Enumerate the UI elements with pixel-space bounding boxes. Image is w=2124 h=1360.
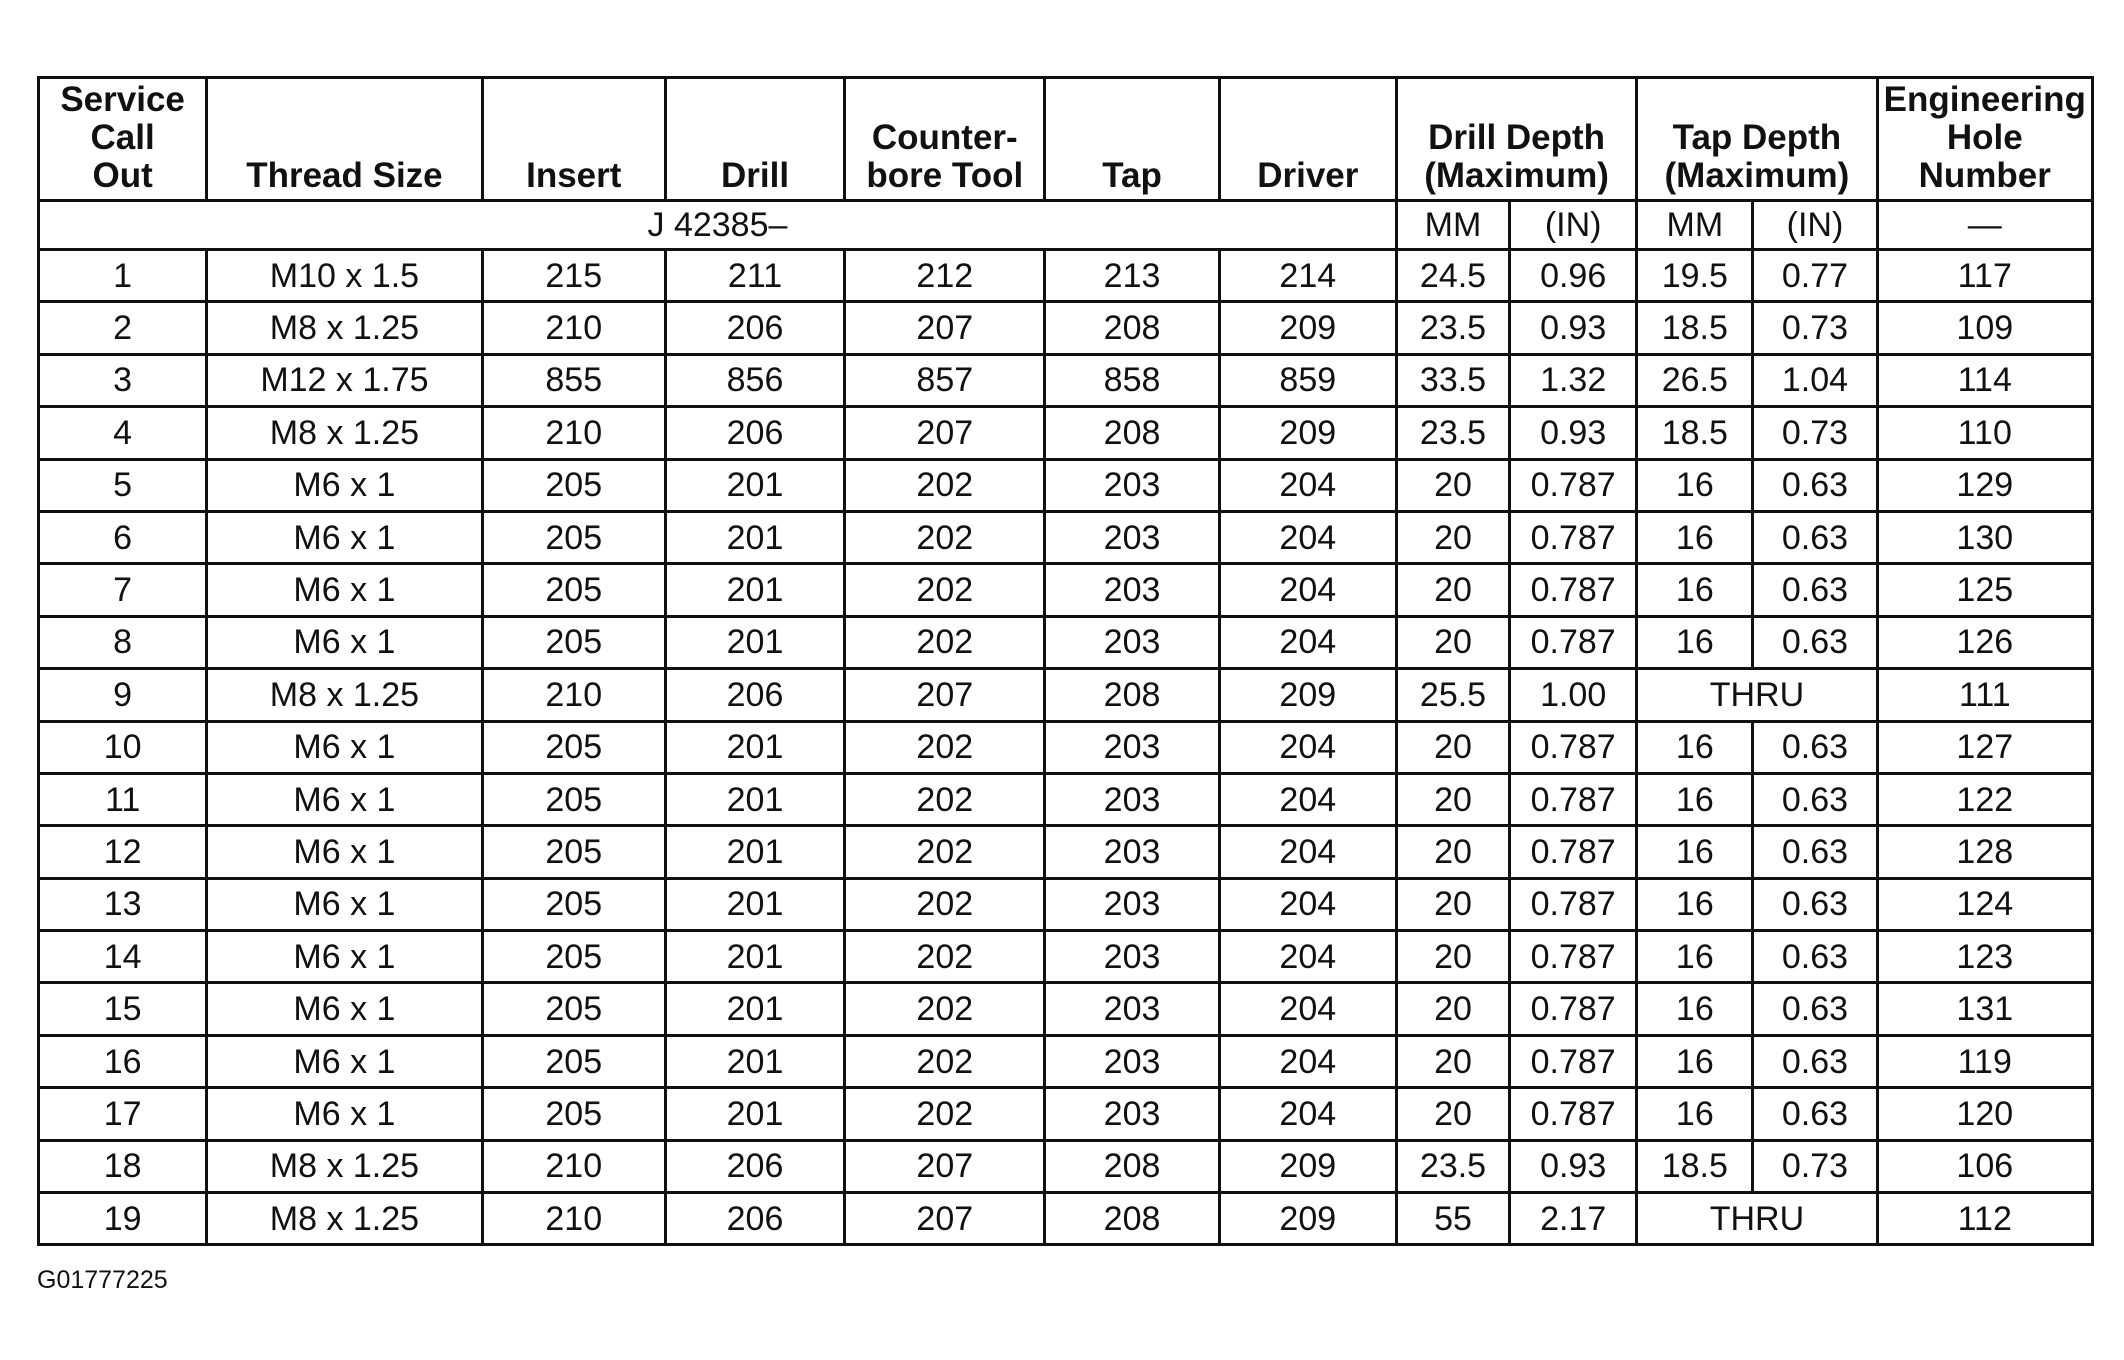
cell-driver: 204 xyxy=(1219,564,1396,616)
cell-drill: 201 xyxy=(665,878,844,930)
cell-service-call-out: 4 xyxy=(39,407,207,459)
cell-tap-depth-in: 0.63 xyxy=(1753,511,1877,563)
cell-drill-depth-in: 0.787 xyxy=(1510,983,1637,1035)
header-counterbore-tool: Counter- bore Tool xyxy=(845,78,1045,201)
cell-thread-size: M8 x 1.25 xyxy=(207,407,482,459)
cell-drill-depth-in: 1.32 xyxy=(1510,354,1637,406)
cell-tap-depth-in: 0.63 xyxy=(1753,459,1877,511)
cell-tap-depth-mm: 16 xyxy=(1637,616,1753,668)
cell-tap-depth-mm: 16 xyxy=(1637,511,1753,563)
cell-drill-depth-mm: 55 xyxy=(1396,1193,1509,1245)
cell-drill-depth-mm: 20 xyxy=(1396,878,1509,930)
cell-insert: 205 xyxy=(482,773,665,825)
subheader-row xyxy=(39,201,2093,250)
cell-thread-size: M6 x 1 xyxy=(207,721,482,773)
cell-drill-depth-mm: 20 xyxy=(1396,511,1509,563)
cell-tap-depth-in: 0.73 xyxy=(1753,302,1877,354)
cell-engineering-hole-number: 117 xyxy=(1877,250,2092,302)
cell-engineering-hole-number: 126 xyxy=(1877,616,2092,668)
cell-insert: 205 xyxy=(482,564,665,616)
cell-thread-size: M6 x 1 xyxy=(207,773,482,825)
cell-engineering-hole-number: 110 xyxy=(1877,407,2092,459)
cell-thread-size: M12 x 1.75 xyxy=(207,354,482,406)
cell-tap-depth-mm: 18.5 xyxy=(1637,302,1753,354)
cell-insert: 205 xyxy=(482,459,665,511)
table-row xyxy=(39,1088,2093,1140)
cell-engineering-hole-number: 122 xyxy=(1877,773,2092,825)
cell-tap-depth-in: 0.63 xyxy=(1753,1035,1877,1087)
cell-counterbore-tool: 207 xyxy=(845,407,1045,459)
cell-tap-depth-thru: THRU xyxy=(1637,1193,1877,1245)
table-row xyxy=(39,1140,2093,1192)
cell-drill: 201 xyxy=(665,511,844,563)
cell-insert: 210 xyxy=(482,407,665,459)
cell-service-call-out: 7 xyxy=(39,564,207,616)
table-row xyxy=(39,721,2093,773)
cell-service-call-out: 6 xyxy=(39,511,207,563)
subheader-drill-in: (IN) xyxy=(1510,201,1637,250)
cell-drill-depth-in: 0.787 xyxy=(1510,459,1637,511)
cell-tap-depth-mm: 16 xyxy=(1637,1088,1753,1140)
cell-tap-depth-in: 0.63 xyxy=(1753,721,1877,773)
cell-counterbore-tool: 207 xyxy=(845,1140,1045,1192)
cell-drill-depth-in: 1.00 xyxy=(1510,669,1637,721)
cell-counterbore-tool: 207 xyxy=(845,1193,1045,1245)
cell-engineering-hole-number: 131 xyxy=(1877,983,2092,1035)
cell-tap-depth-in: 0.63 xyxy=(1753,878,1877,930)
cell-driver: 204 xyxy=(1219,459,1396,511)
cell-drill-depth-mm: 23.5 xyxy=(1396,302,1509,354)
table-row xyxy=(39,773,2093,825)
cell-driver: 209 xyxy=(1219,407,1396,459)
cell-drill: 206 xyxy=(665,407,844,459)
cell-tap-depth-mm: 16 xyxy=(1637,459,1753,511)
cell-engineering-hole-number: 119 xyxy=(1877,1035,2092,1087)
cell-tap: 203 xyxy=(1045,773,1219,825)
cell-drill-depth-mm: 20 xyxy=(1396,1035,1509,1087)
cell-insert: 205 xyxy=(482,1035,665,1087)
cell-service-call-out: 18 xyxy=(39,1140,207,1192)
header-drill-depth: Drill Depth (Maximum) xyxy=(1396,78,1636,201)
cell-tap-depth-mm: 16 xyxy=(1637,773,1753,825)
cell-service-call-out: 13 xyxy=(39,878,207,930)
cell-drill-depth-in: 0.787 xyxy=(1510,564,1637,616)
table-row xyxy=(39,669,2093,721)
cell-drill-depth-mm: 20 xyxy=(1396,564,1509,616)
cell-tap-depth-mm: 16 xyxy=(1637,878,1753,930)
cell-thread-size: M6 x 1 xyxy=(207,459,482,511)
cell-tap: 203 xyxy=(1045,1088,1219,1140)
cell-insert: 205 xyxy=(482,1088,665,1140)
cell-drill-depth-mm: 20 xyxy=(1396,1088,1509,1140)
cell-thread-size: M6 x 1 xyxy=(207,826,482,878)
cell-service-call-out: 8 xyxy=(39,616,207,668)
cell-drill-depth-mm: 20 xyxy=(1396,983,1509,1035)
cell-service-call-out: 12 xyxy=(39,826,207,878)
cell-drill-depth-in: 0.787 xyxy=(1510,511,1637,563)
cell-tap: 208 xyxy=(1045,669,1219,721)
header-tap-depth: Tap Depth (Maximum) xyxy=(1637,78,1877,201)
cell-drill: 201 xyxy=(665,1088,844,1140)
cell-service-call-out: 5 xyxy=(39,459,207,511)
cell-insert: 205 xyxy=(482,931,665,983)
cell-counterbore-tool: 202 xyxy=(845,459,1045,511)
cell-tap-depth-in: 0.63 xyxy=(1753,564,1877,616)
cell-drill-depth-mm: 33.5 xyxy=(1396,354,1509,406)
cell-drill-depth-mm: 20 xyxy=(1396,459,1509,511)
table-body xyxy=(39,250,2093,1245)
cell-drill: 206 xyxy=(665,669,844,721)
table-row xyxy=(39,459,2093,511)
cell-tap: 208 xyxy=(1045,407,1219,459)
cell-tap: 203 xyxy=(1045,511,1219,563)
cell-tap-depth-in: 0.63 xyxy=(1753,773,1877,825)
table-row xyxy=(39,983,2093,1035)
table-row xyxy=(39,511,2093,563)
cell-drill-depth-mm: 20 xyxy=(1396,826,1509,878)
cell-counterbore-tool: 202 xyxy=(845,878,1045,930)
cell-service-call-out: 9 xyxy=(39,669,207,721)
cell-drill-depth-in: 0.93 xyxy=(1510,302,1637,354)
cell-drill: 201 xyxy=(665,459,844,511)
cell-counterbore-tool: 202 xyxy=(845,983,1045,1035)
cell-tap-depth-mm: 16 xyxy=(1637,1035,1753,1087)
cell-driver: 204 xyxy=(1219,983,1396,1035)
cell-tap-depth-in: 1.04 xyxy=(1753,354,1877,406)
header-row xyxy=(39,78,2093,201)
cell-driver: 859 xyxy=(1219,354,1396,406)
cell-tap: 203 xyxy=(1045,983,1219,1035)
subheader-tap-mm: MM xyxy=(1637,201,1753,250)
table-row xyxy=(39,302,2093,354)
tool-prefix: J 42385– xyxy=(39,201,1397,250)
cell-service-call-out: 1 xyxy=(39,250,207,302)
cell-counterbore-tool: 202 xyxy=(845,1035,1045,1087)
cell-thread-size: M6 x 1 xyxy=(207,564,482,616)
cell-service-call-out: 19 xyxy=(39,1193,207,1245)
cell-thread-size: M6 x 1 xyxy=(207,1035,482,1087)
cell-service-call-out: 15 xyxy=(39,983,207,1035)
cell-drill-depth-mm: 20 xyxy=(1396,721,1509,773)
table-row xyxy=(39,1035,2093,1087)
cell-thread-size: M6 x 1 xyxy=(207,931,482,983)
cell-tap-depth-in: 0.77 xyxy=(1753,250,1877,302)
cell-insert: 205 xyxy=(482,616,665,668)
cell-tap-depth-mm: 18.5 xyxy=(1637,1140,1753,1192)
subheader-eng-hole: — xyxy=(1877,201,2092,250)
cell-service-call-out: 3 xyxy=(39,354,207,406)
cell-tap: 203 xyxy=(1045,721,1219,773)
cell-insert: 205 xyxy=(482,878,665,930)
cell-driver: 204 xyxy=(1219,931,1396,983)
table-row xyxy=(39,1193,2093,1245)
cell-tap: 208 xyxy=(1045,302,1219,354)
cell-driver: 204 xyxy=(1219,878,1396,930)
cell-drill-depth-in: 0.93 xyxy=(1510,407,1637,459)
cell-drill-depth-mm: 20 xyxy=(1396,616,1509,668)
cell-drill-depth-in: 0.93 xyxy=(1510,1140,1637,1192)
cell-engineering-hole-number: 114 xyxy=(1877,354,2092,406)
cell-insert: 205 xyxy=(482,826,665,878)
cell-tap-depth-mm: 26.5 xyxy=(1637,354,1753,406)
table-row xyxy=(39,354,2093,406)
cell-insert: 855 xyxy=(482,354,665,406)
header-driver: Driver xyxy=(1219,78,1396,201)
cell-tap-depth-in: 0.63 xyxy=(1753,1088,1877,1140)
cell-engineering-hole-number: 127 xyxy=(1877,721,2092,773)
cell-thread-size: M6 x 1 xyxy=(207,878,482,930)
cell-counterbore-tool: 202 xyxy=(845,931,1045,983)
table-row xyxy=(39,616,2093,668)
cell-tap: 203 xyxy=(1045,931,1219,983)
cell-thread-size: M10 x 1.5 xyxy=(207,250,482,302)
header-service-call-out: Service Call Out xyxy=(39,78,207,201)
cell-thread-size: M6 x 1 xyxy=(207,616,482,668)
cell-driver: 204 xyxy=(1219,826,1396,878)
cell-driver: 204 xyxy=(1219,616,1396,668)
cell-tap-depth-in: 0.73 xyxy=(1753,407,1877,459)
cell-driver: 209 xyxy=(1219,302,1396,354)
cell-drill: 206 xyxy=(665,1140,844,1192)
cell-drill-depth-mm: 23.5 xyxy=(1396,407,1509,459)
cell-service-call-out: 14 xyxy=(39,931,207,983)
cell-counterbore-tool: 212 xyxy=(845,250,1045,302)
cell-drill: 201 xyxy=(665,564,844,616)
cell-drill: 211 xyxy=(665,250,844,302)
cell-drill-depth-mm: 20 xyxy=(1396,773,1509,825)
cell-engineering-hole-number: 129 xyxy=(1877,459,2092,511)
cell-counterbore-tool: 207 xyxy=(845,302,1045,354)
cell-thread-size: M8 x 1.25 xyxy=(207,1140,482,1192)
cell-driver: 209 xyxy=(1219,1140,1396,1192)
cell-engineering-hole-number: 109 xyxy=(1877,302,2092,354)
cell-tap-depth-in: 0.63 xyxy=(1753,983,1877,1035)
cell-drill-depth-mm: 20 xyxy=(1396,931,1509,983)
cell-drill-depth-mm: 25.5 xyxy=(1396,669,1509,721)
table-row xyxy=(39,250,2093,302)
cell-driver: 204 xyxy=(1219,511,1396,563)
cell-service-call-out: 11 xyxy=(39,773,207,825)
cell-insert: 205 xyxy=(482,721,665,773)
cell-tap-depth-in: 0.63 xyxy=(1753,826,1877,878)
cell-drill-depth-in: 2.17 xyxy=(1510,1193,1637,1245)
cell-tap-depth-mm: 19.5 xyxy=(1637,250,1753,302)
cell-driver: 204 xyxy=(1219,1088,1396,1140)
cell-tap: 208 xyxy=(1045,1193,1219,1245)
cell-engineering-hole-number: 123 xyxy=(1877,931,2092,983)
cell-tap: 203 xyxy=(1045,878,1219,930)
cell-drill-depth-in: 0.787 xyxy=(1510,773,1637,825)
cell-tap: 208 xyxy=(1045,1140,1219,1192)
header-thread-size: Thread Size xyxy=(207,78,482,201)
header-tap: Tap xyxy=(1045,78,1219,201)
cell-insert: 210 xyxy=(482,669,665,721)
cell-engineering-hole-number: 112 xyxy=(1877,1193,2092,1245)
cell-drill: 206 xyxy=(665,302,844,354)
cell-engineering-hole-number: 120 xyxy=(1877,1088,2092,1140)
cell-service-call-out: 17 xyxy=(39,1088,207,1140)
header-insert: Insert xyxy=(482,78,665,201)
cell-service-call-out: 10 xyxy=(39,721,207,773)
cell-engineering-hole-number: 111 xyxy=(1877,669,2092,721)
cell-tap-depth-thru: THRU xyxy=(1637,669,1877,721)
cell-drill: 201 xyxy=(665,721,844,773)
cell-counterbore-tool: 202 xyxy=(845,773,1045,825)
cell-drill-depth-in: 0.787 xyxy=(1510,931,1637,983)
cell-drill: 201 xyxy=(665,773,844,825)
cell-drill-depth-in: 0.787 xyxy=(1510,1088,1637,1140)
cell-drill-depth-mm: 23.5 xyxy=(1396,1140,1509,1192)
cell-insert: 210 xyxy=(482,1140,665,1192)
cell-tap: 203 xyxy=(1045,459,1219,511)
cell-engineering-hole-number: 128 xyxy=(1877,826,2092,878)
cell-drill: 201 xyxy=(665,983,844,1035)
cell-counterbore-tool: 202 xyxy=(845,564,1045,616)
cell-driver: 204 xyxy=(1219,721,1396,773)
cell-tap-depth-mm: 16 xyxy=(1637,983,1753,1035)
cell-engineering-hole-number: 106 xyxy=(1877,1140,2092,1192)
table-row xyxy=(39,407,2093,459)
cell-tap-depth-in: 0.73 xyxy=(1753,1140,1877,1192)
cell-driver: 209 xyxy=(1219,669,1396,721)
cell-drill: 201 xyxy=(665,931,844,983)
cell-tap: 203 xyxy=(1045,826,1219,878)
cell-engineering-hole-number: 125 xyxy=(1877,564,2092,616)
thread-repair-spec-table xyxy=(37,76,2094,1246)
cell-drill-depth-in: 0.787 xyxy=(1510,1035,1637,1087)
cell-insert: 205 xyxy=(482,983,665,1035)
cell-drill-depth-in: 0.787 xyxy=(1510,616,1637,668)
cell-counterbore-tool: 202 xyxy=(845,616,1045,668)
cell-tap: 858 xyxy=(1045,354,1219,406)
cell-tap-depth-in: 0.63 xyxy=(1753,616,1877,668)
cell-insert: 210 xyxy=(482,302,665,354)
cell-drill-depth-mm: 24.5 xyxy=(1396,250,1509,302)
cell-driver: 204 xyxy=(1219,1035,1396,1087)
subheader-drill-mm: MM xyxy=(1396,201,1509,250)
cell-thread-size: M6 x 1 xyxy=(207,983,482,1035)
header-drill: Drill xyxy=(665,78,844,201)
cell-thread-size: M6 x 1 xyxy=(207,1088,482,1140)
subheader-tap-in: (IN) xyxy=(1753,201,1877,250)
cell-thread-size: M8 x 1.25 xyxy=(207,302,482,354)
cell-counterbore-tool: 202 xyxy=(845,511,1045,563)
cell-tap-depth-mm: 16 xyxy=(1637,721,1753,773)
cell-tap: 213 xyxy=(1045,250,1219,302)
cell-drill-depth-in: 0.96 xyxy=(1510,250,1637,302)
cell-thread-size: M8 x 1.25 xyxy=(207,669,482,721)
cell-insert: 210 xyxy=(482,1193,665,1245)
cell-engineering-hole-number: 124 xyxy=(1877,878,2092,930)
cell-tap-depth-mm: 16 xyxy=(1637,564,1753,616)
cell-engineering-hole-number: 130 xyxy=(1877,511,2092,563)
cell-counterbore-tool: 202 xyxy=(845,1088,1045,1140)
cell-insert: 205 xyxy=(482,511,665,563)
cell-drill: 856 xyxy=(665,354,844,406)
cell-driver: 204 xyxy=(1219,773,1396,825)
cell-tap: 203 xyxy=(1045,616,1219,668)
cell-drill: 201 xyxy=(665,826,844,878)
cell-insert: 215 xyxy=(482,250,665,302)
cell-thread-size: M6 x 1 xyxy=(207,511,482,563)
cell-counterbore-tool: 202 xyxy=(845,826,1045,878)
cell-tap-depth-mm: 16 xyxy=(1637,931,1753,983)
table-row xyxy=(39,931,2093,983)
cell-drill: 201 xyxy=(665,1035,844,1087)
cell-counterbore-tool: 207 xyxy=(845,669,1045,721)
cell-driver: 209 xyxy=(1219,1193,1396,1245)
cell-drill-depth-in: 0.787 xyxy=(1510,878,1637,930)
cell-service-call-out: 16 xyxy=(39,1035,207,1087)
table-row xyxy=(39,564,2093,616)
cell-service-call-out: 2 xyxy=(39,302,207,354)
cell-driver: 214 xyxy=(1219,250,1396,302)
header-engineering-hole-number: Engineering Hole Number xyxy=(1877,78,2092,201)
cell-thread-size: M8 x 1.25 xyxy=(207,1193,482,1245)
table-row xyxy=(39,878,2093,930)
cell-drill-depth-in: 0.787 xyxy=(1510,721,1637,773)
cell-drill: 201 xyxy=(665,616,844,668)
cell-tap-depth-mm: 16 xyxy=(1637,826,1753,878)
cell-counterbore-tool: 857 xyxy=(845,354,1045,406)
cell-tap: 203 xyxy=(1045,1035,1219,1087)
figure-id: G01777225 xyxy=(37,1266,168,1294)
cell-counterbore-tool: 202 xyxy=(845,721,1045,773)
cell-tap-depth-in: 0.63 xyxy=(1753,931,1877,983)
table-row xyxy=(39,826,2093,878)
cell-tap: 203 xyxy=(1045,564,1219,616)
cell-drill: 206 xyxy=(665,1193,844,1245)
cell-tap-depth-mm: 18.5 xyxy=(1637,407,1753,459)
cell-drill-depth-in: 0.787 xyxy=(1510,826,1637,878)
